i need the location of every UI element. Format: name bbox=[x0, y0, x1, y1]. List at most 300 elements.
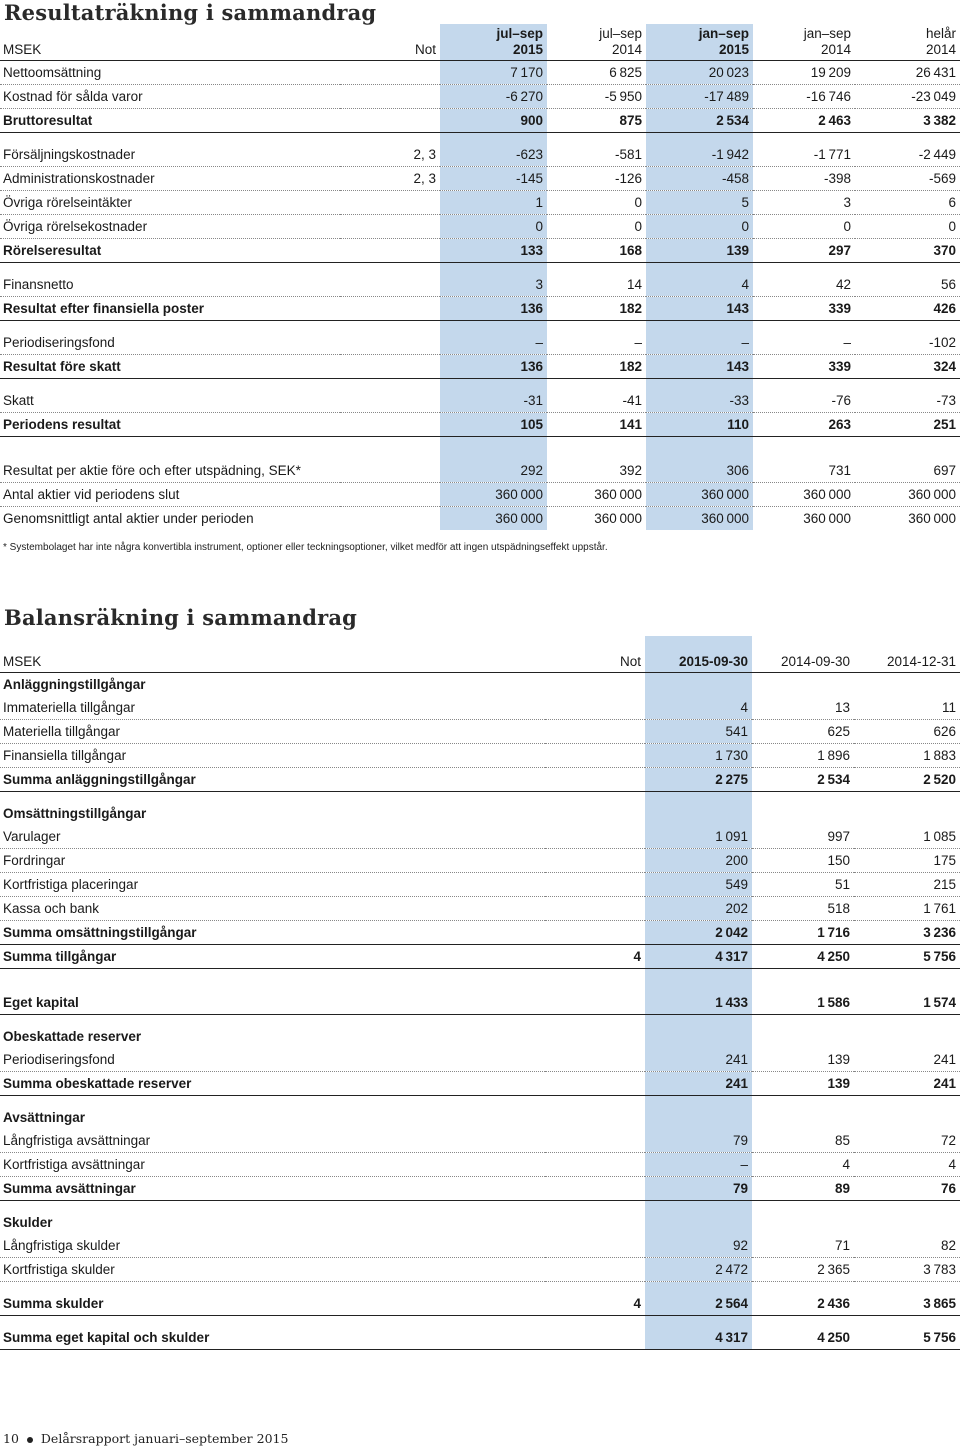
value-cell: 79 bbox=[645, 1129, 752, 1153]
document-title: Delårsrapport januari–september 2015 bbox=[40, 1431, 289, 1446]
value-cell: -102 bbox=[855, 331, 960, 355]
value-cell: -16 746 bbox=[753, 84, 855, 108]
row-label: Summa omsättningstillgångar bbox=[0, 920, 545, 944]
value-cell bbox=[752, 802, 854, 825]
footnote: * Systembolaget har inte några konvertibla instrument, optioner eller teckningsoptioner, vilket medför att ingen utspädningseffekt uppstår. bbox=[3, 542, 608, 553]
table-row bbox=[0, 108, 960, 132]
value-cell: 4 250 bbox=[752, 944, 854, 968]
row-note bbox=[545, 920, 645, 944]
value-cell: 105 bbox=[440, 412, 547, 436]
value-cell: 4 bbox=[646, 273, 753, 297]
row-note bbox=[545, 848, 645, 872]
table-row bbox=[0, 296, 960, 320]
column-header-period: jul–sep bbox=[496, 25, 543, 41]
row-note bbox=[545, 1048, 645, 1072]
spacer-cell bbox=[0, 1095, 545, 1106]
value-cell bbox=[854, 1025, 960, 1048]
value-cell: 392 bbox=[547, 459, 646, 483]
value-cell: 182 bbox=[547, 296, 646, 320]
balance-sheet-table bbox=[0, 636, 960, 1350]
value-cell: 360 000 bbox=[803, 510, 851, 526]
spacer-cell bbox=[0, 262, 340, 273]
value-cell: -33 bbox=[646, 389, 753, 413]
table-row bbox=[0, 84, 960, 108]
table-row bbox=[0, 1071, 960, 1095]
column-header bbox=[855, 24, 960, 60]
spacer-cell bbox=[854, 1315, 960, 1326]
spacer-cell bbox=[854, 968, 960, 991]
row-label: Eget kapital bbox=[0, 991, 545, 1015]
row-note bbox=[545, 696, 645, 720]
value-cell: 11 bbox=[854, 696, 960, 720]
value-cell: 6 bbox=[855, 190, 960, 214]
value-cell: 6 825 bbox=[547, 60, 646, 84]
value-cell: 697 bbox=[855, 459, 960, 483]
table-row bbox=[0, 1326, 960, 1350]
value-cell: -458 bbox=[646, 166, 753, 190]
row-label: Kortfristiga avsättningar bbox=[0, 1152, 545, 1176]
value-cell: 370 bbox=[855, 238, 960, 262]
spacer-cell bbox=[752, 968, 854, 991]
value-cell bbox=[854, 1211, 960, 1234]
value-cell: 1 085 bbox=[854, 825, 960, 849]
column-header-year: 2014 bbox=[925, 41, 956, 57]
row-note bbox=[545, 719, 645, 743]
spacer-cell bbox=[752, 1281, 854, 1292]
table-row bbox=[0, 848, 960, 872]
row-label: Periodiseringsfond bbox=[0, 331, 340, 355]
spacer-cell bbox=[340, 262, 440, 273]
table-row bbox=[0, 920, 960, 944]
table-row bbox=[0, 944, 960, 968]
value-cell: 2 275 bbox=[645, 767, 752, 791]
value-cell: -126 bbox=[547, 166, 646, 190]
value-cell bbox=[645, 672, 752, 696]
row-note bbox=[340, 459, 440, 483]
value-cell: 625 bbox=[752, 719, 854, 743]
value-cell: -31 bbox=[440, 389, 547, 413]
spacer-cell bbox=[646, 262, 753, 273]
row-note bbox=[545, 1257, 645, 1281]
row-label: Finansiella tillgångar bbox=[0, 743, 545, 767]
spacer-cell bbox=[0, 436, 340, 459]
spacer-cell bbox=[753, 262, 855, 273]
value-cell: -1 942 bbox=[646, 143, 753, 167]
table-row bbox=[0, 273, 960, 297]
value-cell: 900 bbox=[440, 108, 547, 132]
row-note bbox=[340, 108, 440, 132]
row-label: Varulager bbox=[0, 825, 545, 849]
spacer-cell bbox=[752, 1095, 854, 1106]
spacer-cell bbox=[0, 1315, 545, 1326]
value-cell: 13 bbox=[752, 696, 854, 720]
value-cell: 426 bbox=[855, 296, 960, 320]
value-cell: 4 bbox=[854, 1152, 960, 1176]
spacer-cell bbox=[0, 791, 545, 802]
value-cell: 4 317 bbox=[645, 1326, 752, 1350]
column-header: 2015-09-30 bbox=[645, 636, 752, 672]
value-cell: 241 bbox=[645, 1048, 752, 1072]
row-label: Summa avsättningar bbox=[0, 1176, 545, 1200]
row-note bbox=[545, 1234, 645, 1258]
value-cell: 133 bbox=[440, 238, 547, 262]
row-note bbox=[545, 872, 645, 896]
spacer-row bbox=[0, 1200, 960, 1211]
row-note bbox=[340, 60, 440, 84]
row-note bbox=[340, 331, 440, 355]
row-label: Resultat per aktie före och efter utspädning, SEK* bbox=[0, 459, 340, 483]
spacer-row bbox=[0, 436, 960, 459]
spacer-cell bbox=[752, 1014, 854, 1025]
table-row bbox=[0, 412, 960, 436]
row-note bbox=[340, 296, 440, 320]
spacer-cell bbox=[440, 132, 547, 143]
row-label: Finansnetto bbox=[0, 273, 340, 297]
row-label: Administrationskostnader bbox=[0, 166, 340, 190]
row-label: Kostnad för sålda varor bbox=[0, 84, 340, 108]
value-cell: 110 bbox=[646, 412, 753, 436]
spacer-row bbox=[0, 262, 960, 273]
row-note bbox=[340, 214, 440, 238]
spacer-cell bbox=[645, 1200, 752, 1211]
table-row bbox=[0, 238, 960, 262]
spacer-cell bbox=[854, 1014, 960, 1025]
value-cell: -1 771 bbox=[753, 143, 855, 167]
page-number: 10 bbox=[3, 1431, 19, 1446]
column-header-year: 2014 bbox=[820, 41, 851, 57]
value-cell: 139 bbox=[752, 1071, 854, 1095]
value-cell bbox=[645, 1106, 752, 1129]
value-cell: 1 883 bbox=[854, 743, 960, 767]
row-note bbox=[340, 389, 440, 413]
value-cell: -6 270 bbox=[440, 84, 547, 108]
value-cell: 72 bbox=[854, 1129, 960, 1153]
row-label: Långfristiga skulder bbox=[0, 1234, 545, 1258]
table-row bbox=[0, 743, 960, 767]
value-cell: 306 bbox=[646, 459, 753, 483]
table-row bbox=[0, 389, 960, 413]
row-label: Kortfristiga skulder bbox=[0, 1257, 545, 1281]
spacer-cell bbox=[0, 1200, 545, 1211]
spacer-cell bbox=[547, 436, 646, 459]
row-note bbox=[545, 1106, 645, 1129]
value-cell: 4 bbox=[645, 696, 752, 720]
row-label: Bruttoresultat bbox=[0, 108, 340, 132]
row-note bbox=[545, 825, 645, 849]
section-heading-row bbox=[0, 1025, 960, 1048]
spacer-cell bbox=[545, 968, 645, 991]
value-cell: 5 bbox=[646, 190, 753, 214]
row-note bbox=[545, 1211, 645, 1234]
value-cell: 143 bbox=[646, 296, 753, 320]
table-row bbox=[0, 166, 960, 190]
spacer-cell bbox=[545, 1014, 645, 1025]
column-header: 2014-12-31 bbox=[886, 653, 956, 669]
value-cell: 136 bbox=[440, 354, 547, 378]
value-cell: 182 bbox=[547, 354, 646, 378]
spacer-cell bbox=[855, 262, 960, 273]
value-cell: 241 bbox=[854, 1048, 960, 1072]
value-cell: -73 bbox=[855, 389, 960, 413]
value-cell bbox=[854, 802, 960, 825]
spacer-row bbox=[0, 1315, 960, 1326]
note-column-header: Not bbox=[619, 653, 641, 669]
spacer-row bbox=[0, 320, 960, 331]
value-cell: 79 bbox=[645, 1176, 752, 1200]
value-cell: 92 bbox=[645, 1234, 752, 1258]
bullet-icon bbox=[27, 1437, 33, 1443]
value-cell bbox=[645, 1211, 752, 1234]
spacer-cell bbox=[645, 791, 752, 802]
spacer-cell bbox=[340, 132, 440, 143]
row-note bbox=[545, 1129, 645, 1153]
spacer-cell bbox=[0, 1281, 545, 1292]
value-cell: 251 bbox=[855, 412, 960, 436]
value-cell: 4 bbox=[752, 1152, 854, 1176]
balance-title: Balansräkning i sammandrag bbox=[4, 605, 358, 630]
value-cell: 626 bbox=[854, 719, 960, 743]
spacer-cell bbox=[753, 320, 855, 331]
row-label: Kassa och bank bbox=[0, 896, 545, 920]
value-cell: 1 716 bbox=[752, 920, 854, 944]
spacer-row bbox=[0, 1014, 960, 1025]
value-cell: 19 209 bbox=[753, 60, 855, 84]
column-header-year: 2015 bbox=[718, 41, 749, 57]
column-header-year: 2015 bbox=[512, 41, 543, 57]
column-header bbox=[440, 24, 547, 60]
spacer-cell bbox=[646, 378, 753, 389]
spacer-cell bbox=[752, 1200, 854, 1211]
row-note bbox=[545, 1152, 645, 1176]
spacer-cell bbox=[547, 132, 646, 143]
value-cell: 549 bbox=[645, 872, 752, 896]
value-cell: 89 bbox=[752, 1176, 854, 1200]
value-cell: 324 bbox=[855, 354, 960, 378]
value-cell: 1 433 bbox=[645, 991, 752, 1015]
value-cell: 1 586 bbox=[752, 991, 854, 1015]
value-cell: -581 bbox=[547, 143, 646, 167]
row-label: Summa obeskattade reserver bbox=[0, 1071, 545, 1095]
value-cell: 168 bbox=[547, 238, 646, 262]
spacer-cell bbox=[440, 378, 547, 389]
table-row bbox=[0, 190, 960, 214]
value-cell: 4 317 bbox=[645, 944, 752, 968]
column-header-year: 2014 bbox=[611, 41, 642, 57]
value-cell: 76 bbox=[854, 1176, 960, 1200]
value-cell: – bbox=[753, 331, 855, 355]
spacer-cell bbox=[855, 378, 960, 389]
value-cell: – bbox=[547, 331, 646, 355]
spacer-cell bbox=[854, 791, 960, 802]
value-cell: 215 bbox=[854, 872, 960, 896]
value-cell: 5 756 bbox=[854, 944, 960, 968]
spacer-cell bbox=[645, 1315, 752, 1326]
spacer-row bbox=[0, 132, 960, 143]
value-cell: -76 bbox=[753, 389, 855, 413]
balance-header-row bbox=[0, 636, 960, 672]
spacer-cell bbox=[547, 378, 646, 389]
row-label: Övriga rörelsekostnader bbox=[0, 214, 340, 238]
value-cell: 1 896 bbox=[752, 743, 854, 767]
value-cell: 2 564 bbox=[645, 1292, 752, 1316]
value-cell: 71 bbox=[752, 1234, 854, 1258]
table-row bbox=[0, 1129, 960, 1153]
spacer-cell bbox=[440, 262, 547, 273]
spacer-cell bbox=[855, 320, 960, 331]
spacer-cell bbox=[753, 436, 855, 459]
row-label: Summa tillgångar bbox=[0, 944, 545, 968]
table-row bbox=[0, 1048, 960, 1072]
row-note bbox=[340, 273, 440, 297]
value-cell: 1 574 bbox=[854, 991, 960, 1015]
spacer-cell bbox=[854, 1281, 960, 1292]
spacer-cell bbox=[545, 1200, 645, 1211]
table-row bbox=[0, 506, 960, 530]
row-note: 2, 3 bbox=[340, 166, 440, 190]
row-label: Resultat före skatt bbox=[0, 354, 340, 378]
table-row bbox=[0, 482, 960, 506]
spacer-cell bbox=[752, 791, 854, 802]
table-row bbox=[0, 331, 960, 355]
value-cell: -23 049 bbox=[855, 84, 960, 108]
spacer-cell bbox=[753, 132, 855, 143]
spacer-row bbox=[0, 378, 960, 389]
value-cell: 297 bbox=[753, 238, 855, 262]
section-heading-row bbox=[0, 802, 960, 825]
row-note bbox=[340, 482, 440, 506]
row-label: Antal aktier vid periodens slut bbox=[0, 482, 340, 506]
table-row bbox=[0, 143, 960, 167]
value-cell: 141 bbox=[547, 412, 646, 436]
spacer-cell bbox=[0, 968, 545, 991]
value-cell: 518 bbox=[752, 896, 854, 920]
page-footer bbox=[3, 1431, 288, 1446]
column-header-period: jul–sep bbox=[599, 25, 642, 41]
table-row bbox=[0, 825, 960, 849]
row-label: Summa skulder bbox=[0, 1292, 545, 1316]
value-cell: 731 bbox=[753, 459, 855, 483]
spacer-cell bbox=[753, 378, 855, 389]
row-label: Obeskattade reserver bbox=[3, 1028, 142, 1044]
spacer-cell bbox=[855, 436, 960, 459]
row-label: Försäljningskostnader bbox=[0, 143, 340, 167]
value-cell: 263 bbox=[753, 412, 855, 436]
value-cell: 2 472 bbox=[645, 1257, 752, 1281]
value-cell: 360 000 bbox=[855, 482, 960, 506]
value-cell: 42 bbox=[753, 273, 855, 297]
spacer-cell bbox=[854, 1095, 960, 1106]
income-title: Resultaträkning i sammandrag bbox=[4, 0, 377, 25]
value-cell: 150 bbox=[752, 848, 854, 872]
row-note bbox=[545, 743, 645, 767]
value-cell: 143 bbox=[646, 354, 753, 378]
column-header bbox=[547, 24, 646, 60]
column-header bbox=[753, 24, 855, 60]
spacer-row bbox=[0, 1281, 960, 1292]
row-note bbox=[545, 1326, 645, 1350]
row-note bbox=[545, 802, 645, 825]
value-cell: 2 534 bbox=[646, 108, 753, 132]
value-cell bbox=[854, 1106, 960, 1129]
value-cell: 20 023 bbox=[646, 60, 753, 84]
spacer-cell bbox=[340, 436, 440, 459]
value-cell: 5 756 bbox=[854, 1326, 960, 1350]
value-cell: – bbox=[440, 331, 547, 355]
value-cell: 139 bbox=[646, 238, 753, 262]
column-header-period: jan–sep bbox=[803, 25, 851, 41]
table-row bbox=[0, 214, 960, 238]
row-label: Materiella tillgångar bbox=[0, 719, 545, 743]
value-cell: 360 000 bbox=[646, 506, 753, 530]
row-label: Skulder bbox=[3, 1214, 53, 1230]
row-label: Nettoomsättning bbox=[0, 60, 340, 84]
row-note bbox=[340, 506, 440, 530]
value-cell: 541 bbox=[645, 719, 752, 743]
value-cell: 241 bbox=[854, 1071, 960, 1095]
value-cell: 26 431 bbox=[855, 60, 960, 84]
row-note: 2, 3 bbox=[340, 143, 440, 167]
table-row bbox=[0, 1257, 960, 1281]
row-note bbox=[340, 190, 440, 214]
spacer-cell bbox=[440, 436, 547, 459]
row-note bbox=[545, 672, 645, 696]
value-cell: 360 000 bbox=[753, 482, 855, 506]
value-cell: 51 bbox=[752, 872, 854, 896]
value-cell: -41 bbox=[547, 389, 646, 413]
value-cell: -2 449 bbox=[855, 143, 960, 167]
row-note bbox=[340, 238, 440, 262]
value-cell: – bbox=[646, 331, 753, 355]
table-row bbox=[0, 767, 960, 791]
spacer-cell bbox=[545, 1095, 645, 1106]
value-cell: 3 865 bbox=[854, 1292, 960, 1316]
row-note bbox=[545, 991, 645, 1015]
spacer-cell bbox=[646, 132, 753, 143]
column-header: 2014-09-30 bbox=[780, 653, 850, 669]
value-cell bbox=[645, 1025, 752, 1048]
value-cell: 0 bbox=[753, 214, 855, 238]
row-label: Långfristiga avsättningar bbox=[0, 1129, 545, 1153]
table-row bbox=[0, 696, 960, 720]
value-cell: 360 000 bbox=[908, 510, 956, 526]
value-cell: 997 bbox=[752, 825, 854, 849]
value-cell: 14 bbox=[547, 273, 646, 297]
row-note bbox=[340, 354, 440, 378]
table-row bbox=[0, 1292, 960, 1316]
section-heading-row bbox=[0, 672, 960, 696]
value-cell: 339 bbox=[753, 296, 855, 320]
row-label: Periodiseringsfond bbox=[0, 1048, 545, 1072]
value-cell: 1 761 bbox=[854, 896, 960, 920]
value-cell: 1 730 bbox=[645, 743, 752, 767]
spacer-cell bbox=[545, 1315, 645, 1326]
value-cell: 200 bbox=[645, 848, 752, 872]
value-cell: 3 bbox=[440, 273, 547, 297]
spacer-cell bbox=[545, 791, 645, 802]
row-label: Resultat efter finansiella poster bbox=[0, 296, 340, 320]
value-cell: 2 534 bbox=[752, 767, 854, 791]
spacer-row bbox=[0, 1095, 960, 1106]
value-cell: -145 bbox=[440, 166, 547, 190]
column-header-period: helår bbox=[925, 25, 956, 41]
value-cell bbox=[752, 1106, 854, 1129]
value-cell: 4 250 bbox=[752, 1326, 854, 1350]
row-note bbox=[545, 1176, 645, 1200]
row-note bbox=[545, 1025, 645, 1048]
value-cell: 85 bbox=[752, 1129, 854, 1153]
value-cell: – bbox=[645, 1152, 752, 1176]
spacer-cell bbox=[547, 320, 646, 331]
